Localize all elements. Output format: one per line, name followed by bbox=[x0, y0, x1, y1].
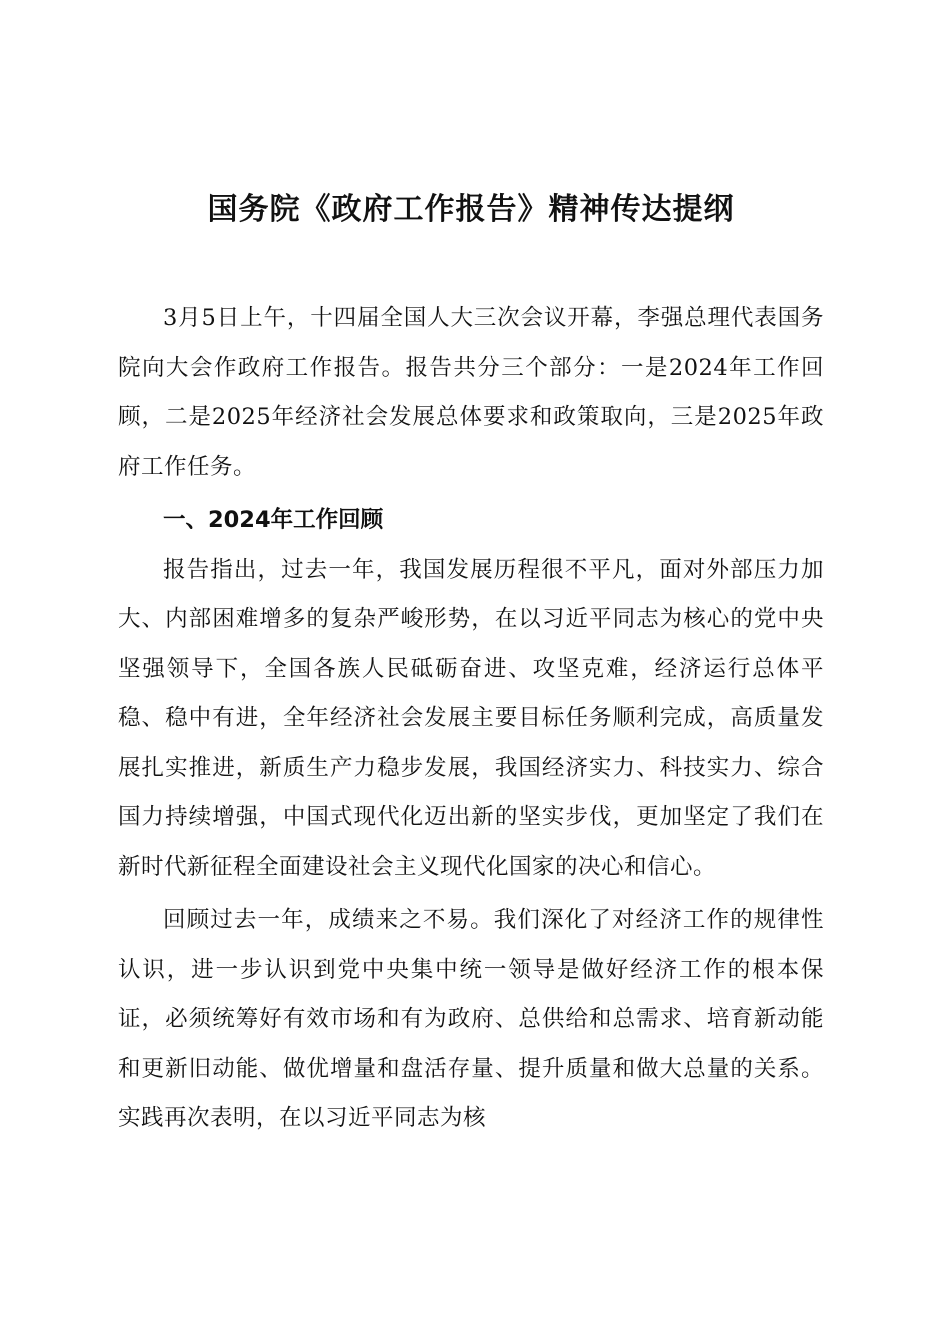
body-paragraph: 报告指出，过去一年，我国发展历程很不平凡，面对外部压力加大、内部困难增多的复杂严峻形势，在以习近平同志为核心的党中央坚强领导下，全国各族人民砥砺奋进、攻坚克难，经济运行总体平稳、稳中有进，全年经济社会发展主要目标任务顺利完成，高质量发展扎实推进，新质生产力稳步发展，我国经济实力、科技实力、综合国力持续增强，中国式现代化迈出新的坚实步伐，更加坚定了我们在新时代新征程全面建设社会主义现代化国家的决心和信心。 bbox=[118, 556, 824, 880]
document-page bbox=[118, 190, 824, 1144]
document-title: 国务院《政府工作报告》精神传达提纲 bbox=[207, 192, 735, 227]
body-paragraph: 回顾过去一年，成绩来之不易。我们深化了对经济工作的规律性认识，进一步认识到党中央集中统一领导是做好经济工作的根本保证，必须统筹好有效市场和有为政府、总供给和总需求、培育新动能和更新旧动能、做优增量和盘活存量、提升质量和做大总量的关系。实践再次表明，在以习近平同志为核 bbox=[118, 907, 824, 1131]
intro-paragraph: 3月5日上午，十四届全国人大三次会议开幕，李强总理代表国务院向大会作政府工作报告。报告共分三个部分：一是2024年工作回顾，二是2025年经济社会发展总体要求和政策取向，三是2025年政府工作任务。 bbox=[118, 305, 824, 480]
section-heading: 一、2024年工作回顾 bbox=[163, 507, 384, 533]
